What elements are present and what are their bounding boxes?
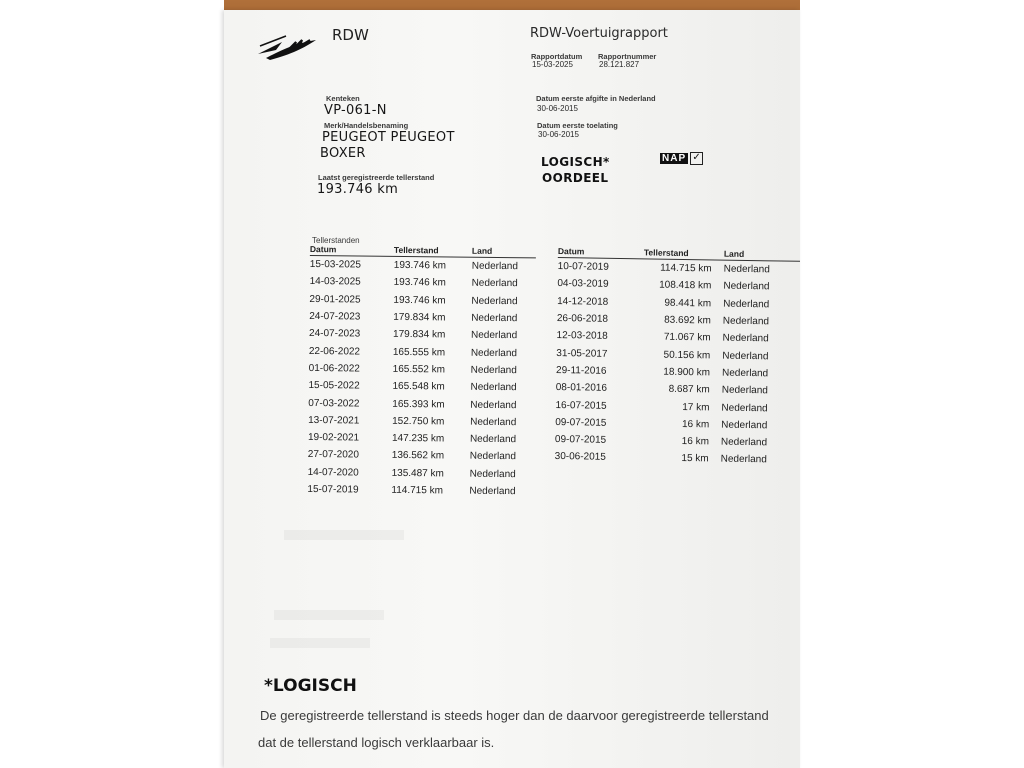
toelating-label: Datum eerste toelating (537, 121, 618, 130)
row-tellerstand: 16 km (681, 418, 710, 431)
row-land: Nederland (723, 263, 770, 276)
row-land: Nederland (721, 402, 768, 414)
afgifte-value: 30-06-2015 (537, 104, 578, 113)
row-tellerstand: 193.746 km (393, 277, 446, 289)
col-land: Land (723, 248, 745, 259)
row-datum: 09-07-2015 (555, 416, 607, 429)
row-land: Nederland (470, 399, 517, 411)
row-tellerstand: 147.235 km (391, 432, 445, 445)
rapportnummer-value: 28.121.827 (599, 60, 640, 69)
row-land: Nederland (470, 330, 518, 342)
row-tellerstand: 83.692 km (664, 314, 711, 327)
table-body (307, 256, 536, 501)
oordeel-line1: LOGISCH* (541, 155, 610, 169)
row-datum: 31-05-2017 (556, 347, 608, 360)
row-land: Nederland (721, 419, 768, 432)
report-title: RDW-Voertuigrapport (530, 26, 668, 41)
row-land: Nederland (721, 367, 769, 380)
row-land: Nederland (720, 436, 768, 449)
row-land: Nederland (469, 451, 516, 463)
show-through-text (270, 638, 370, 648)
tellerstanden-table-left (307, 244, 536, 501)
row-land: Nederland (723, 298, 770, 311)
row-land: Nederland (720, 453, 767, 466)
row-datum: 29-11-2016 (555, 364, 607, 377)
toelating-value: 30-06-2015 (538, 130, 579, 139)
merk-value-line2: BOXER (320, 146, 366, 161)
row-datum: 27-07-2020 (307, 449, 360, 461)
footnote-line2: dat de tellerstand logisch verklaarbaar is. (258, 735, 495, 750)
col-datum: Datum (557, 246, 585, 257)
table-body (555, 258, 800, 469)
row-datum: 01-06-2022 (308, 362, 360, 375)
row-datum: 30-06-2015 (554, 451, 606, 464)
row-tellerstand: 15 km (681, 453, 709, 465)
row-datum: 14-07-2020 (307, 466, 359, 479)
merk-label: Merk/Handelsbenaming (324, 121, 409, 130)
row-datum: 24-07-2023 (309, 328, 361, 340)
row-datum: 08-01-2016 (555, 382, 608, 395)
row-datum: 14-03-2025 (309, 276, 361, 288)
row-land: Nederland (471, 312, 518, 325)
teller-label: Laatst geregistreerde tellerstand (318, 173, 435, 182)
tellerstanden-label: Tellerstanden (312, 236, 360, 245)
merk-value-line1: PEUGEOT PEUGEOT (322, 130, 455, 145)
rapportnummer-label: Rapportnummer (598, 52, 657, 61)
row-datum: 15-03-2025 (309, 259, 361, 271)
row-land: Nederland (722, 350, 769, 362)
row-datum: 16-07-2015 (555, 399, 607, 412)
row-tellerstand: 17 km (682, 401, 710, 413)
row-land: Nederland (471, 295, 518, 307)
col-tellerstand: Tellerstand (393, 244, 439, 256)
afgifte-label: Datum eerste afgifte in Nederland (536, 94, 656, 103)
col-tellerstand: Tellerstand (643, 247, 689, 259)
row-datum: 26-06-2018 (556, 313, 609, 325)
nap-label: NAP (662, 153, 687, 164)
row-datum: 13-07-2021 (308, 414, 360, 427)
rdw-logo-icon (256, 28, 318, 62)
row-tellerstand: 114.715 km (660, 262, 712, 275)
table-row (555, 448, 800, 469)
teller-value: 193.746 km (317, 182, 399, 197)
row-tellerstand: 165.548 km (392, 381, 445, 393)
row-datum: 09-07-2015 (554, 434, 607, 446)
row-datum: 10-07-2019 (557, 261, 609, 273)
row-datum: 22-06-2022 (308, 345, 361, 358)
row-datum: 07-03-2022 (308, 397, 360, 410)
row-tellerstand: 16 km (681, 436, 710, 448)
oordeel-line2: OORDEEL (542, 171, 609, 185)
row-land: Nederland (469, 468, 516, 480)
row-tellerstand: 193.746 km (393, 294, 446, 307)
row-land: Nederland (469, 433, 517, 446)
show-through-text (274, 610, 384, 620)
table-row (307, 481, 533, 501)
kenteken-value: VP-061-N (324, 103, 387, 118)
row-tellerstand: 179.834 km (392, 329, 446, 341)
row-tellerstand: 165.555 km (392, 346, 446, 359)
row-tellerstand: 165.552 km (392, 363, 446, 376)
row-datum: 04-03-2019 (557, 278, 609, 291)
tellerstanden-table-right (555, 246, 800, 469)
row-land: Nederland (470, 416, 517, 428)
row-tellerstand: 18.900 km (663, 366, 711, 379)
row-tellerstand: 108.418 km (659, 280, 712, 292)
col-land: Land (471, 245, 493, 256)
row-tellerstand: 8.687 km (668, 383, 710, 396)
footnote-title: *LOGISCH (264, 676, 357, 696)
row-tellerstand: 135.487 km (391, 467, 444, 480)
row-land: Nederland (470, 364, 517, 377)
row-land: Nederland (722, 332, 769, 345)
row-datum: 15-07-2019 (307, 483, 359, 496)
row-land: Nederland (469, 485, 516, 498)
row-tellerstand: 165.393 km (392, 398, 445, 410)
row-tellerstand: 193.746 km (393, 260, 447, 272)
row-land: Nederland (722, 315, 770, 328)
col-datum: Datum (309, 244, 337, 255)
row-tellerstand: 50.156 km (663, 349, 711, 362)
row-datum: 29-01-2025 (309, 293, 361, 306)
rapportdatum-value: 15-03-2025 (532, 60, 573, 69)
row-tellerstand: 98.441 km (664, 297, 712, 310)
row-land: Nederland (471, 260, 518, 273)
row-tellerstand: 71.067 km (663, 332, 711, 344)
row-tellerstand: 179.834 km (393, 311, 446, 324)
row-datum: 14-12-2018 (557, 295, 609, 308)
vehicle-report-page (224, 10, 800, 768)
show-through-text (284, 530, 404, 540)
footnote-line1: De geregistreerde tellerstand is steeds hoger dan de daarvoor geregistreerde tellerstand (260, 708, 769, 723)
kenteken-label: Kenteken (326, 94, 360, 103)
row-datum: 15-05-2022 (308, 380, 360, 392)
nap-badge (660, 152, 703, 165)
row-land: Nederland (470, 347, 518, 359)
row-tellerstand: 152.750 km (392, 415, 445, 428)
row-land: Nederland (470, 381, 517, 394)
row-datum: 24-07-2023 (309, 311, 361, 323)
brand-name: RDW (332, 26, 369, 44)
row-land: Nederland (723, 281, 770, 293)
row-land: Nederland (721, 384, 768, 397)
row-land: Nederland (471, 278, 518, 290)
row-tellerstand: 114.715 km (391, 484, 443, 497)
rapportdatum-label: Rapportdatum (531, 52, 583, 61)
row-tellerstand: 136.562 km (391, 450, 445, 462)
checkmark-icon: ✓ (690, 152, 703, 165)
row-datum: 12-03-2018 (556, 330, 608, 343)
row-datum: 19-02-2021 (307, 432, 360, 444)
